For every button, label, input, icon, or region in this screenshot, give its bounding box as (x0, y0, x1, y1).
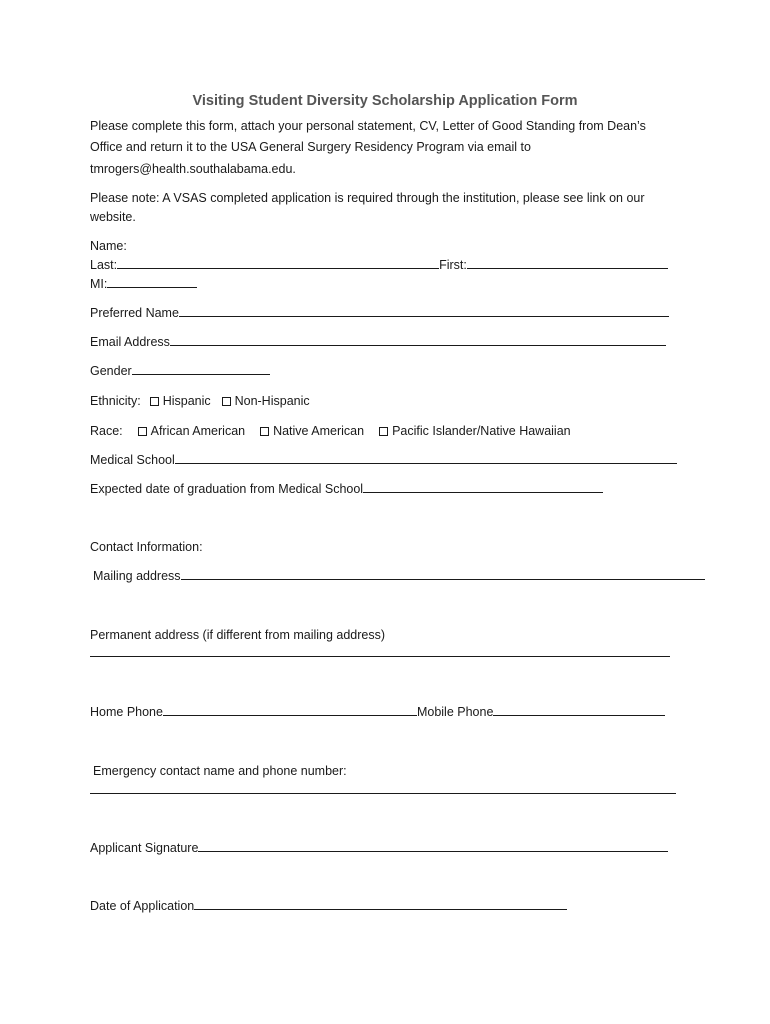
intro-line-1: Please complete this form, attach your personal statement, CV, Letter of Good Standing from Dean’s (90, 119, 646, 133)
native-american-checkbox[interactable] (260, 427, 269, 436)
intro-line-3: tmrogers@health.southalabama.edu. (90, 162, 296, 176)
ethnicity-label: Ethnicity: (90, 394, 141, 408)
medical-school-field[interactable] (175, 452, 677, 464)
african-american-option-label: African American (150, 424, 246, 438)
medical-school-label: Medical School (90, 453, 175, 467)
permanent-row (90, 645, 670, 661)
emergency-contact-field[interactable] (90, 782, 676, 794)
permanent-address-field[interactable] (90, 645, 670, 657)
name-row (90, 257, 668, 273)
note-line-2: website. (90, 210, 136, 224)
last-name-field[interactable] (117, 257, 439, 269)
non-hispanic-checkbox[interactable] (222, 397, 231, 406)
hispanic-option-label: Hispanic (162, 394, 211, 408)
home-phone-field[interactable] (163, 704, 417, 716)
mobile-phone-label: Mobile Phone (416, 705, 494, 719)
non-hispanic-option-label: Non-Hispanic (234, 394, 310, 408)
email-row (90, 334, 666, 350)
ethnicity-row (90, 393, 310, 409)
applicant-signature-label: Applicant Signature (90, 841, 199, 855)
native-american-option-label: Native American (273, 424, 365, 438)
mailing-row (93, 568, 705, 584)
mailing-address-label: Mailing address (93, 569, 181, 583)
contact-heading: Contact Information: (90, 540, 203, 554)
mi-field[interactable] (107, 276, 197, 288)
mi-row (90, 276, 197, 292)
graduation-row (90, 481, 603, 497)
intro-line-2: Office and return it to the USA General Surgery Residency Program via email to (90, 140, 531, 154)
hispanic-checkbox[interactable] (150, 397, 159, 406)
note-line-1: Please note: A VSAS completed application is required through the institution, please see link on our (90, 191, 645, 205)
emergency-contact-label: Emergency contact name and phone number: (93, 764, 347, 778)
mailing-address-field[interactable] (181, 568, 705, 580)
permanent-address-label: Permanent address (if different from mailing address) (90, 628, 386, 642)
applicant-signature-field[interactable] (198, 840, 668, 852)
race-label: Race: (90, 424, 123, 438)
mobile-phone-field[interactable] (493, 704, 665, 716)
home-phone-label: Home Phone (90, 705, 163, 719)
graduation-label: Expected date of graduation from Medical School (90, 482, 364, 496)
first-name-label: First: (439, 258, 467, 272)
pacific-islander-option-label: Pacific Islander/Native Hawaiian (392, 424, 571, 438)
last-name-label: Last: (90, 258, 118, 272)
date-of-application-label: Date of Application (90, 899, 195, 913)
first-name-field[interactable] (467, 257, 668, 269)
african-american-checkbox[interactable] (138, 427, 147, 436)
date-row (90, 898, 567, 914)
gender-label: Gender (90, 364, 132, 378)
gender-row (90, 363, 270, 379)
emergency-row (90, 782, 676, 798)
preferred-name-label: Preferred Name (90, 306, 179, 320)
name-label: Name: (90, 239, 127, 253)
gender-field[interactable] (132, 363, 270, 375)
phone-row (90, 704, 665, 720)
signature-row (90, 840, 668, 856)
race-row (90, 423, 571, 439)
date-of-application-field[interactable] (194, 898, 567, 910)
preferred-name-field[interactable] (179, 305, 669, 317)
email-label: Email Address (90, 335, 170, 349)
pacific-islander-checkbox[interactable] (379, 427, 388, 436)
medical-school-row (90, 452, 677, 468)
preferred-name-row (90, 305, 669, 321)
email-field[interactable] (170, 334, 666, 346)
graduation-date-field[interactable] (363, 481, 603, 493)
form-title: Visiting Student Diversity Scholarship Application Form (192, 93, 578, 109)
mi-label: MI: (90, 277, 108, 291)
